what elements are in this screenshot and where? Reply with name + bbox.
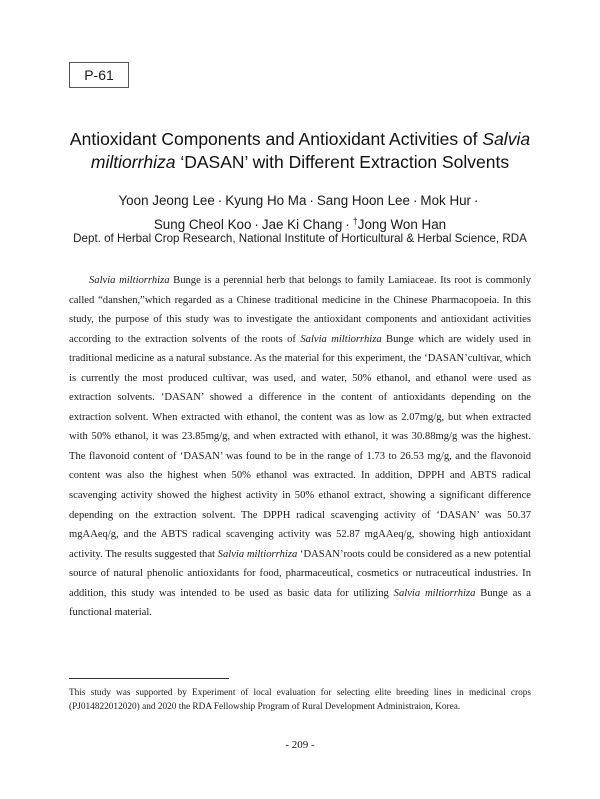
author-name: Sang Hoon Lee (316, 193, 410, 208)
author-separator: · (345, 217, 350, 232)
abstract-species-name: Salvia miltiorrhiza (393, 587, 476, 599)
page-number: - 209 - (285, 739, 315, 751)
author-separator: · (217, 193, 223, 208)
affiliation: Dept. of Herbal Crop Research, National Institute of Horticultural & Herbal Science, RDA (73, 232, 527, 245)
abstract-text: ‘DASAN’roots could be considered as a new potential source of natural phenolic antioxidants for food, pharmaceutical, cosmetics or nutraceutical industries. In addition, this study was intended to be used as basic data for utilizing (69, 548, 532, 599)
poster-code-box (69, 62, 129, 88)
abstract-species-name: Salvia miltiorrhiza (89, 275, 170, 286)
author-list (40, 191, 560, 235)
title-line2-rest: ‘DASAN’ with Different Extraction Solvents (175, 152, 510, 172)
author-separator: · (309, 193, 314, 208)
corresponding-author-mark: † (352, 216, 358, 226)
author-separator: · (412, 193, 418, 208)
author-name: Jae Ki Chang (261, 217, 343, 232)
author-name: Sung Cheol Koo (153, 217, 252, 232)
abstract-species-name: Salvia miltiorrhiza (217, 548, 298, 560)
abstract-species-name: Salvia miltiorrhiza (300, 333, 382, 345)
author-name: Jong Won Han (357, 217, 447, 232)
paper-title (40, 128, 560, 174)
author-name: Yoon Jeong Lee (118, 193, 215, 208)
title-genus: Salvia (482, 129, 531, 149)
poster-code: P-61 (84, 67, 114, 83)
abstract-text: Bunge is a perennial herb that belongs to family Lamiaceae. Its root is commonly called “danshen,”which regarded as a Chinese traditional medicine in the Chinese Pharmacopoeia. In this study, the purpose of this study was to investigate the antioxidant components and antioxidant activities according to the extraction solvents of the roots of (69, 275, 532, 345)
author-name: Kyung Ho Ma (225, 193, 307, 208)
abstract-text: Bunge which are widely used in traditional medicine as a natural substance. As the material for this experiment, the ‘DASAN’cultivar, which is currently the most produced cultivar, was used, and water, 50% ethanol, and ethanol were used as extraction solvents. ‘DASAN’ showed a difference in the content of antioxidants depending on the extraction solvent. When extracted with ethanol, the content was as low as 2.07mg/g, but when extracted with 50% ethanol, it was 23.85mg/g, and when extracted with ethanol, it was 30.88mg/g was the highest. The flavonoid content of ‘DASAN’ was found to be in the range of 1.73 to 26.53 mg/g, and the flavonoid content was also the highest when 50% ethanol was extracted. In addition, DPPH and ABTS radical scavenging activity showed the highest activity in 50% ethanol extract, showing a significant difference depending on the extraction solvent. The DPPH radical scavenging activity of ‘DASAN’ was 50.37 mgAAeq/g, and the ABTS radical scavenging activity was 52.87 mgAAeq/g, showing high antioxidant activity. The results suggested that (69, 333, 531, 560)
footnote-divider (69, 678, 229, 679)
abstract-text: Bunge as a functional material. (69, 587, 532, 619)
title-line1-prefix: Antioxidant Components and Antioxidant Activities of (69, 129, 483, 149)
author-name: Mok Hur (420, 193, 472, 208)
title-species: miltiorrhiza (90, 152, 176, 172)
funding-footnote: This study was supported by Experiment of local evaluation for selecting elite breeding lines in medicinal crops (PJ014822012020) and 2020 the RDA Fellowship Program of Rural Development Administraion, Korea. (69, 688, 531, 712)
author-separator: · (474, 193, 479, 208)
author-separator: · (254, 217, 259, 232)
abstract-body (69, 271, 531, 623)
